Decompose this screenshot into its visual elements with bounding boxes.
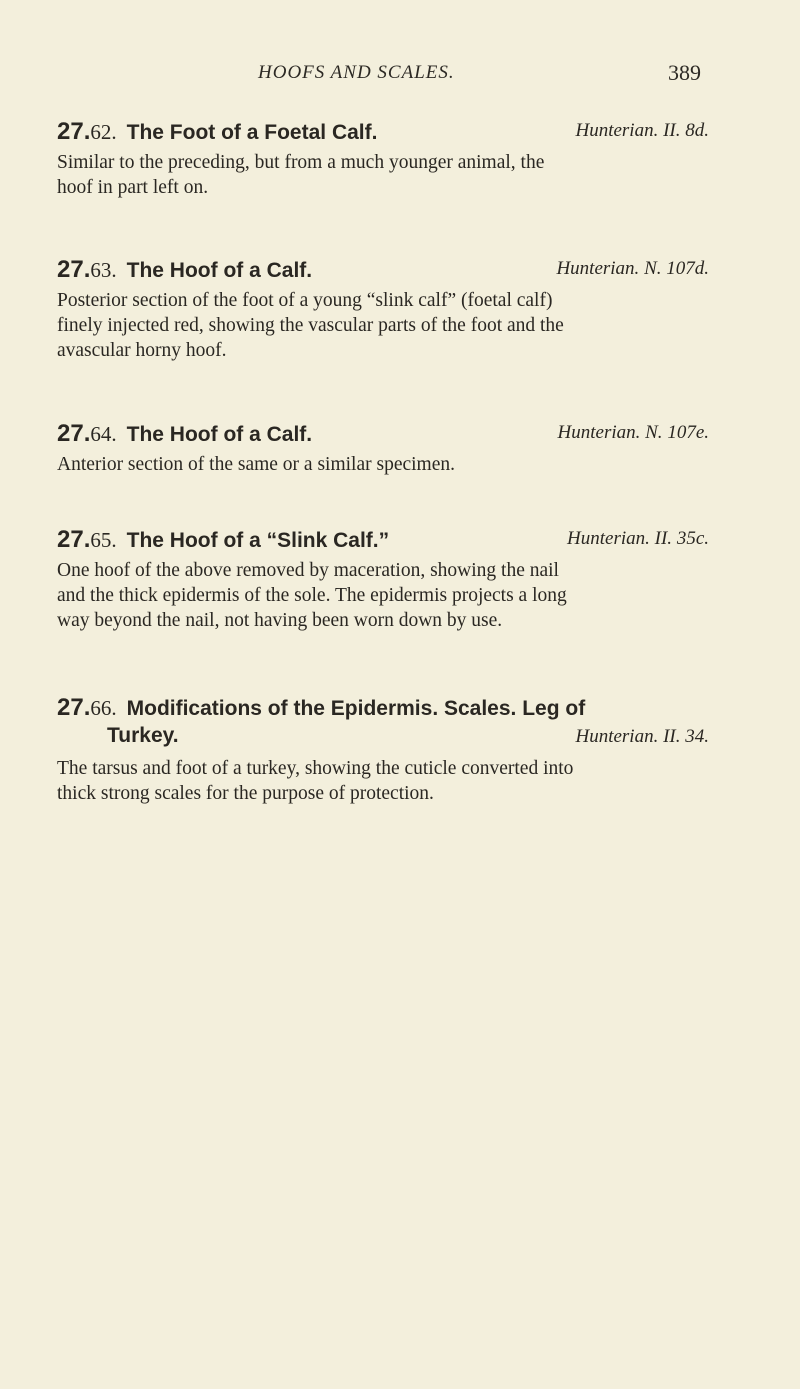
desc-line: Anterior section of the same or a similar specimen. <box>57 454 455 475</box>
entry-heading <box>57 256 717 286</box>
entry-number: 27. <box>57 118 91 145</box>
page-number: 389 <box>668 60 701 85</box>
ref-series: N. <box>645 422 663 443</box>
entry-heading <box>57 420 717 450</box>
entry-reference <box>558 422 709 444</box>
entry-heading-continued <box>57 724 717 754</box>
ref-collection: Hunterian. <box>557 422 641 443</box>
entry-heading <box>57 526 717 556</box>
desc-line: way beyond the nail, not having been worn down by use. <box>57 610 503 631</box>
catalogue-entry <box>57 420 717 477</box>
entry-heading <box>57 694 717 724</box>
entry-title: The Hoof of a Calf. <box>126 423 313 446</box>
desc-line: hoof in part left on. <box>57 177 209 198</box>
entry-heading <box>57 118 717 148</box>
entry-number: 27. <box>57 694 91 721</box>
entry-title: Modifications of the Epidermis. Scales. Leg of <box>126 697 586 720</box>
desc-line: finely injected red, showing the vascular parts of the foot and the <box>57 315 564 336</box>
entry-subnumber: 64. <box>90 422 117 446</box>
desc-line: Similar to the preceding, but from a much younger animal, the <box>57 152 545 173</box>
ref-collection: Hunterian. <box>567 528 650 549</box>
entry-number: 27. <box>57 420 91 447</box>
entry-description <box>57 288 717 363</box>
running-head: HOOFS AND SCALES. <box>258 62 455 83</box>
catalogue-entry <box>57 526 717 633</box>
desc-line: thick strong scales for the purpose of protection. <box>57 783 434 804</box>
entry-number: 27. <box>57 526 91 553</box>
entry-reference <box>575 120 709 142</box>
entry-reference <box>556 258 709 280</box>
ref-series: N. <box>644 258 662 279</box>
entry-title: The Foot of a Foetal Calf. <box>126 121 378 144</box>
ref-series: II. <box>663 120 681 141</box>
ref-code: 107e. <box>667 422 709 443</box>
entry-subnumber: 62. <box>90 120 117 144</box>
desc-line: One hoof of the above removed by maceration, showing the nail <box>57 560 559 581</box>
desc-line: Posterior section of the foot of a young “slink calf” (foetal calf) <box>57 290 553 311</box>
entry-reference <box>567 528 709 550</box>
entry-subnumber: 65. <box>90 528 117 552</box>
ref-code: 8d. <box>685 120 709 141</box>
ref-code: 34. <box>685 726 709 747</box>
entry-title: The Hoof of a “Slink Calf.” <box>126 529 390 552</box>
ref-series: II. <box>654 528 673 549</box>
desc-line: The tarsus and foot of a turkey, showing the cuticle converted into <box>57 758 574 779</box>
entry-reference <box>575 726 709 748</box>
ref-collection: Hunterian. <box>575 726 659 747</box>
catalogue-entry <box>57 694 717 806</box>
entry-description <box>57 452 717 477</box>
entry-title: The Hoof of a Calf. <box>126 259 313 282</box>
entry-description <box>57 756 717 806</box>
ref-series: II. <box>663 726 681 747</box>
entry-subnumber: 66. <box>90 696 117 720</box>
desc-line: and the thick epidermis of the sole. The epidermis projects a long <box>57 585 567 606</box>
ref-collection: Hunterian. <box>556 258 640 279</box>
ref-code: 107d. <box>666 258 709 279</box>
catalogue-entry <box>57 256 717 363</box>
entry-title-continued: Turkey. <box>107 724 179 747</box>
entry-subnumber: 63. <box>90 258 117 282</box>
ref-code: 35c. <box>676 528 709 549</box>
ref-collection: Hunterian. <box>575 120 659 141</box>
catalogue-entry <box>57 118 717 200</box>
desc-line: avascular horny hoof. <box>57 340 227 361</box>
entry-description <box>57 150 717 200</box>
entry-number: 27. <box>57 256 91 283</box>
entry-description <box>57 558 717 633</box>
